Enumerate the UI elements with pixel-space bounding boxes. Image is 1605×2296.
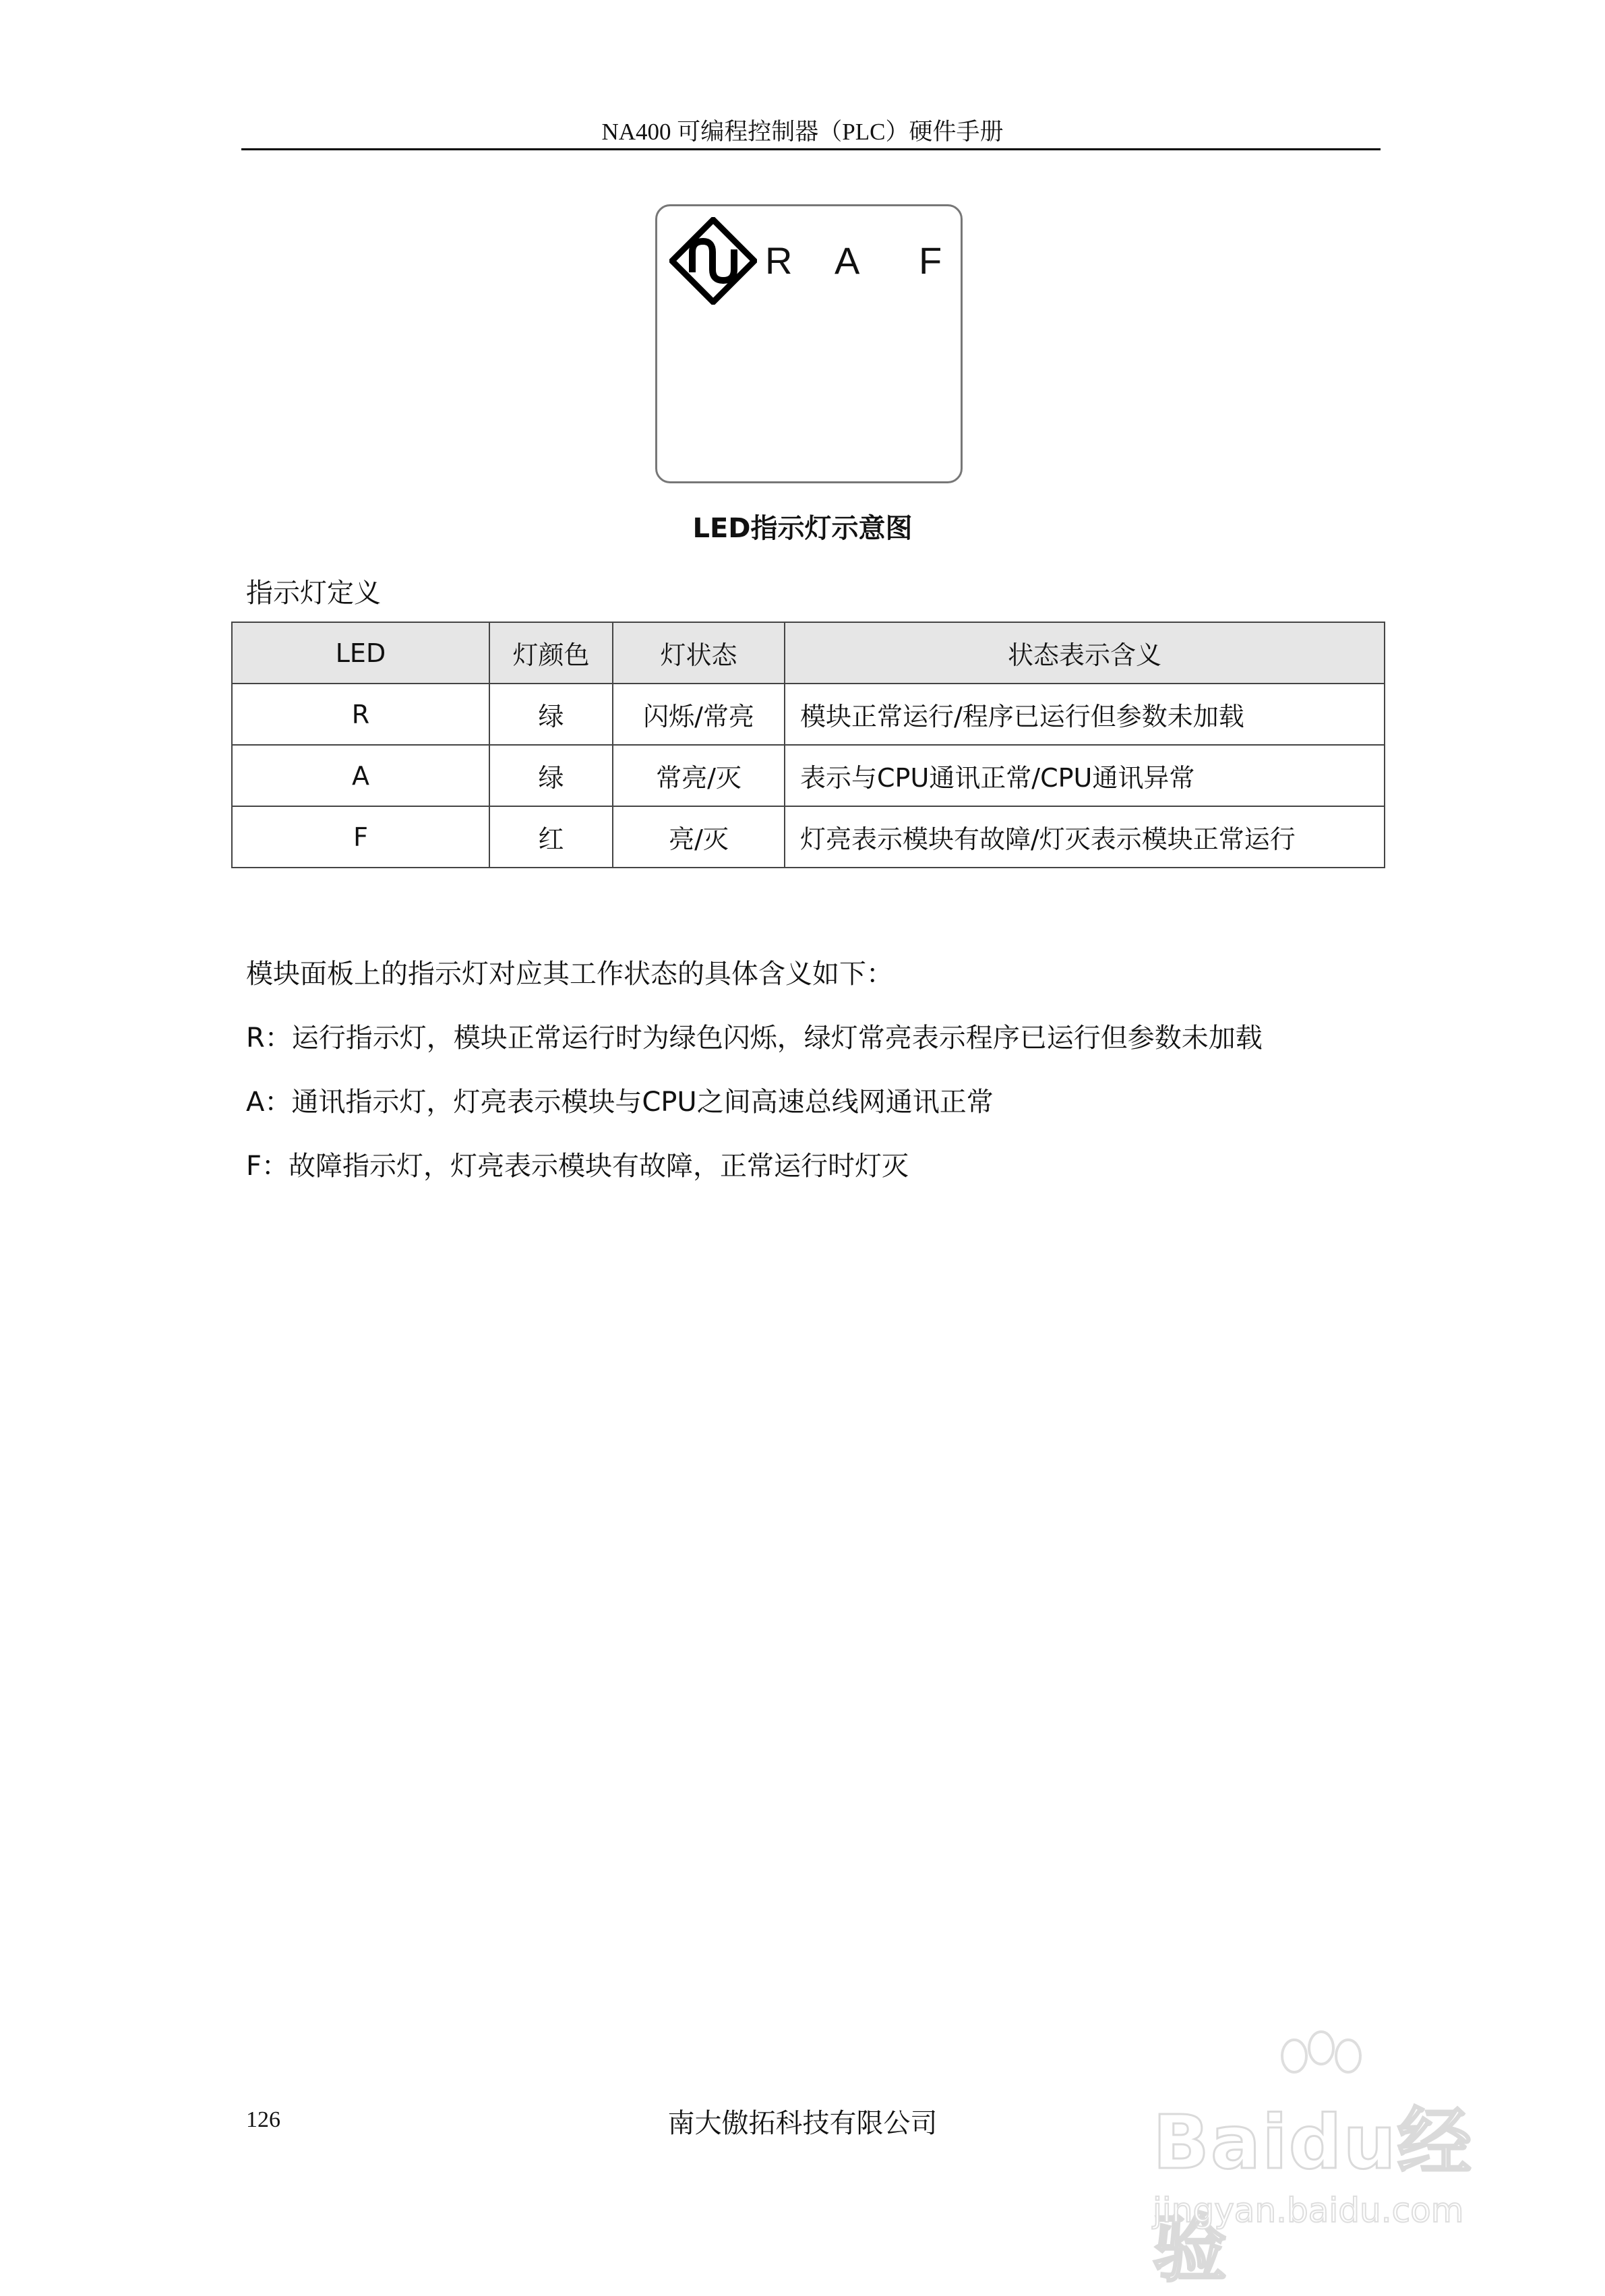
section-heading: 指示灯定义 — [246, 578, 381, 609]
figure-caption: LED指示灯示意图 — [692, 513, 913, 544]
table-cell: 红 — [489, 806, 613, 868]
footer-company: 南大傲拓科技有限公司 — [667, 2108, 938, 2139]
led-label-a: A — [835, 239, 860, 282]
body-paragraph: 模块面板上的指示灯对应其工作状态的具体含义如下： — [246, 959, 893, 990]
column-header: LED — [232, 622, 489, 684]
table-cell: 亮/灭 — [613, 806, 785, 868]
watermark-brand: Baidu经验 — [1153, 2099, 1473, 2292]
company-diamond-logo-icon — [669, 217, 757, 305]
body-paragraph: R：运行指示灯，模块正常运行时为绿色闪烁，绿灯常亮表示程序已运行但参数未加载 — [246, 1023, 1263, 1054]
body-paragraph: A：通讯指示灯，灯亮表示模块与CPU之间高速总线网通讯正常 — [246, 1087, 994, 1118]
table-cell: A — [232, 745, 489, 806]
led-definition-table — [231, 622, 1385, 868]
table-cell: R — [232, 684, 489, 745]
table-header-row — [232, 622, 1385, 684]
led-label-f: F — [919, 239, 942, 282]
table-cell: 绿 — [489, 745, 613, 806]
table-row — [232, 684, 1385, 745]
led-label-r: R — [765, 239, 793, 282]
body-paragraph: F：故障指示灯，灯亮表示模块有故障，正常运行时灯灭 — [246, 1151, 909, 1182]
table-cell: 表示与CPU通讯正常/CPU通讯异常 — [785, 745, 1385, 806]
page-number: 126 — [246, 2107, 280, 2132]
table-row — [232, 806, 1385, 868]
watermark-url: jingyan.baidu.com — [1153, 2191, 1464, 2230]
table-cell: 灯亮表示模块有故障/灯灭表示模块正常运行 — [785, 806, 1385, 868]
table-cell: 闪烁/常亮 — [613, 684, 785, 745]
page-header-title: NA400 可编程控制器（PLC）硬件手册 — [601, 119, 1004, 145]
column-header: 灯状态 — [613, 622, 785, 684]
table-cell: 模块正常运行/程序已运行但参数未加载 — [785, 684, 1385, 745]
led-panel-diagram — [655, 204, 963, 483]
table-cell: F — [232, 806, 489, 868]
column-header: 状态表示含义 — [785, 622, 1385, 684]
table-cell: 绿 — [489, 684, 613, 745]
table-cell: 常亮/灭 — [613, 745, 785, 806]
table-row — [232, 745, 1385, 806]
column-header: 灯颜色 — [489, 622, 613, 684]
watermark — [1112, 2029, 1530, 2292]
paw-icon — [1254, 2029, 1389, 2090]
header-rule — [241, 148, 1381, 150]
